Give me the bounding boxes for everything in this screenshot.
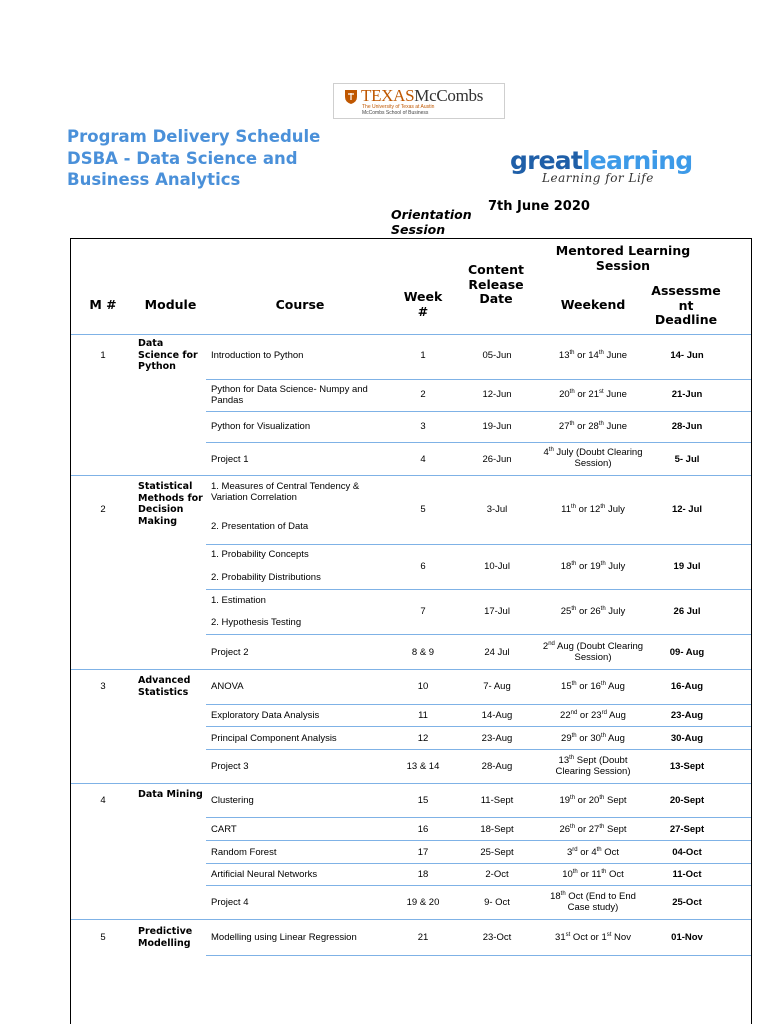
deadline-cell: 20-Sept bbox=[669, 795, 705, 806]
deadline-cell: 27-Sept bbox=[669, 824, 705, 835]
course-cell: Python for Data Science- Numpy and Pandas bbox=[211, 384, 368, 406]
week-cell: 6 bbox=[420, 561, 426, 572]
module-name: Data Science for Python bbox=[138, 338, 198, 372]
course-cell: Random Forest bbox=[211, 847, 277, 858]
course-cell-line2: 2. Probability Distributions bbox=[211, 572, 321, 583]
release-date-cell: 23-Oct bbox=[482, 932, 512, 943]
weekend-cell: 13th Sept (Doubt Clearing Session) bbox=[555, 755, 631, 777]
weekend-cell: 19th or 20th Sept bbox=[559, 795, 627, 806]
header-mentored-session: Mentored Learning Session bbox=[555, 243, 691, 273]
row-separator bbox=[206, 544, 751, 545]
course-cell: 1. Estimation bbox=[211, 595, 266, 606]
header-week: Week # bbox=[403, 289, 443, 319]
course-cell: Artificial Neural Networks bbox=[211, 869, 318, 880]
weekend-cell: 26th or 27th Sept bbox=[559, 824, 627, 835]
table-border-top bbox=[70, 238, 752, 239]
weekend-cell: 31st Oct or 1st Nov bbox=[555, 932, 631, 943]
course-cell: CART bbox=[211, 824, 237, 835]
deadline-cell: 28-Jun bbox=[671, 421, 703, 432]
course-cell: Project 3 bbox=[211, 761, 249, 772]
course-cell: Project 1 bbox=[211, 454, 249, 465]
release-date-cell: 3-Jul bbox=[486, 504, 508, 515]
release-date-cell: 7- Aug bbox=[483, 681, 511, 692]
header-assessment-deadline: Assessme nt Deadline bbox=[651, 283, 721, 327]
deadline-cell: 16-Aug bbox=[670, 681, 704, 692]
row-separator bbox=[206, 885, 751, 886]
release-date-cell: 11-Sept bbox=[480, 795, 514, 806]
deadline-cell: 11-Oct bbox=[672, 869, 702, 880]
deadline-cell: 26 Jul bbox=[673, 606, 701, 617]
module-name: Predictive Modelling bbox=[138, 926, 193, 949]
week-cell: 8 & 9 bbox=[411, 647, 435, 658]
release-date-cell: 26-Jun bbox=[482, 454, 512, 465]
release-date-cell: 05-Jun bbox=[482, 350, 512, 361]
week-cell: 3 bbox=[420, 421, 426, 432]
course-cell: Modelling using Linear Regression bbox=[211, 932, 357, 943]
row-separator bbox=[206, 817, 751, 818]
deadline-cell: 12- Jul bbox=[671, 504, 703, 515]
release-date-cell: 9- Oct bbox=[484, 897, 510, 908]
header-module: Module bbox=[144, 297, 197, 312]
module-number: 2 bbox=[100, 504, 106, 515]
week-cell: 18 bbox=[417, 869, 429, 880]
week-cell: 13 & 14 bbox=[406, 761, 440, 772]
release-date-cell: 18-Sept bbox=[480, 824, 514, 835]
row-separator bbox=[206, 589, 751, 590]
week-cell: 17 bbox=[417, 847, 429, 858]
weekend-cell: 11th or 12th July bbox=[561, 504, 625, 515]
weekend-cell: 4th July (Doubt Clearing Session) bbox=[543, 447, 643, 469]
release-date-cell: 12-Jun bbox=[482, 389, 512, 400]
row-separator bbox=[206, 379, 751, 380]
row-separator bbox=[206, 634, 751, 635]
deadline-cell: 09- Aug bbox=[669, 647, 705, 658]
module-separator bbox=[71, 919, 751, 920]
weekend-cell: 20th or 21st June bbox=[559, 389, 627, 400]
course-cell: Project 2 bbox=[211, 647, 249, 658]
weekend-cell: 18th or 19th July bbox=[560, 561, 626, 572]
greatlearning-wordmark: greatlearning bbox=[510, 146, 693, 175]
deadline-cell: 13-Sept bbox=[669, 761, 705, 772]
week-cell: 16 bbox=[417, 824, 429, 835]
module-separator bbox=[71, 475, 751, 476]
weekend-cell: 13th or 14th June bbox=[558, 350, 628, 361]
week-cell: 15 bbox=[417, 795, 429, 806]
week-cell: 7 bbox=[420, 606, 426, 617]
week-cell: 11 bbox=[418, 710, 428, 721]
weekend-cell: 10th or 11th Oct bbox=[562, 869, 624, 880]
module-separator bbox=[71, 783, 751, 784]
row-separator bbox=[206, 726, 751, 727]
weekend-cell: 25th or 26th July bbox=[560, 606, 626, 617]
header-separator bbox=[71, 334, 751, 335]
course-cell: 1. Probability Concepts bbox=[211, 549, 309, 560]
week-cell: 1 bbox=[420, 350, 426, 361]
orientation-date: 7th June 2020 bbox=[488, 199, 590, 214]
week-cell: 5 bbox=[420, 504, 426, 515]
course-cell: Principal Component Analysis bbox=[211, 733, 337, 744]
release-date-cell: 28-Aug bbox=[481, 761, 513, 772]
release-date-cell: 19-Jun bbox=[482, 421, 512, 432]
texas-mccombs-logo bbox=[333, 83, 505, 119]
weekend-cell: 29th or 30th Aug bbox=[561, 733, 625, 744]
row-separator bbox=[206, 840, 751, 841]
course-cell: Python for Visualization bbox=[211, 421, 311, 432]
course-cell: Exploratory Data Analysis bbox=[211, 710, 320, 721]
module-number: 4 bbox=[100, 795, 106, 806]
deadline-cell: 14- Jun bbox=[670, 350, 704, 361]
course-cell: 1. Measures of Central Tendency & Variation Correlation bbox=[211, 481, 360, 503]
course-cell-line2: 2. Hypothesis Testing bbox=[211, 617, 302, 628]
row-separator bbox=[206, 442, 751, 443]
texas-logo-line2: McCombs School of Business bbox=[362, 110, 429, 116]
deadline-cell: 19 Jul bbox=[673, 561, 701, 572]
weekend-cell: 15th or 16th Aug bbox=[561, 681, 625, 692]
release-date-cell: 2-Oct bbox=[485, 869, 509, 880]
module-name: Statistical Methods for Decision Making bbox=[138, 481, 203, 527]
release-date-cell: 14-Aug bbox=[481, 710, 513, 721]
row-separator bbox=[206, 411, 751, 412]
week-cell: 2 bbox=[420, 389, 426, 400]
course-cell: ANOVA bbox=[211, 681, 244, 692]
release-date-cell: 10-Jul bbox=[484, 561, 510, 572]
page-title: Program Delivery Schedule DSBA - Data Science and Business Analytics bbox=[67, 127, 321, 189]
deadline-cell: 5- Jul bbox=[674, 454, 700, 465]
header-content-release: Content Release Date bbox=[468, 262, 524, 306]
texas-logo-line1: The University of Texas at Austin bbox=[362, 104, 435, 110]
course-cell: Introduction to Python bbox=[211, 350, 304, 361]
module-number: 5 bbox=[100, 932, 106, 943]
deadline-cell: 25-Oct bbox=[672, 897, 702, 908]
release-date-cell: 25-Sept bbox=[480, 847, 514, 858]
header-course: Course bbox=[275, 297, 325, 312]
course-cell: Clustering bbox=[211, 795, 254, 806]
week-cell: 21 bbox=[417, 932, 429, 943]
release-date-cell: 23-Aug bbox=[481, 733, 513, 744]
deadline-cell: 04-Oct bbox=[672, 847, 702, 858]
release-date-cell: 24 Jul bbox=[484, 647, 510, 658]
header-weekend: Weekend bbox=[560, 297, 626, 312]
module-separator bbox=[71, 669, 751, 670]
table-border-right bbox=[751, 238, 752, 1024]
module-number: 3 bbox=[100, 681, 106, 692]
course-cell: Project 4 bbox=[211, 897, 249, 908]
release-date-cell: 17-Jul bbox=[484, 606, 510, 617]
row-separator bbox=[206, 955, 751, 956]
week-cell: 19 & 20 bbox=[406, 897, 440, 908]
week-cell: 12 bbox=[417, 733, 429, 744]
deadline-cell: 30-Aug bbox=[670, 733, 704, 744]
deadline-cell: 01-Nov bbox=[671, 932, 703, 943]
deadline-cell: 21-Jun bbox=[671, 389, 703, 400]
weekend-cell: 27th or 28th June bbox=[558, 421, 628, 432]
weekend-cell: 22nd or 23rd Aug bbox=[560, 710, 626, 721]
weekend-cell: 18th Oct (End to End Case study) bbox=[550, 891, 636, 913]
module-number: 1 bbox=[100, 350, 106, 361]
row-separator bbox=[206, 749, 751, 750]
week-cell: 10 bbox=[417, 681, 429, 692]
course-cell-line2: 2. Presentation of Data bbox=[211, 521, 309, 532]
row-separator bbox=[206, 704, 751, 705]
greatlearning-logo bbox=[510, 146, 710, 185]
weekend-cell: 2nd Aug (Doubt Clearing Session) bbox=[542, 641, 644, 663]
header-m: M # bbox=[89, 297, 117, 312]
row-separator bbox=[206, 863, 751, 864]
module-name: Data Mining bbox=[138, 789, 203, 800]
module-name: Advanced Statistics bbox=[138, 675, 191, 698]
ut-seal-icon bbox=[344, 89, 358, 105]
week-cell: 4 bbox=[420, 454, 426, 465]
texas-mccombs-wordmark: TEXASMcCombs bbox=[361, 86, 484, 105]
orientation-label: Orientation Session bbox=[391, 207, 472, 237]
greatlearning-tagline: Learning for Life bbox=[542, 171, 654, 185]
weekend-cell: 3rd or 4th Oct bbox=[566, 847, 620, 858]
deadline-cell: 23-Aug bbox=[670, 710, 704, 721]
